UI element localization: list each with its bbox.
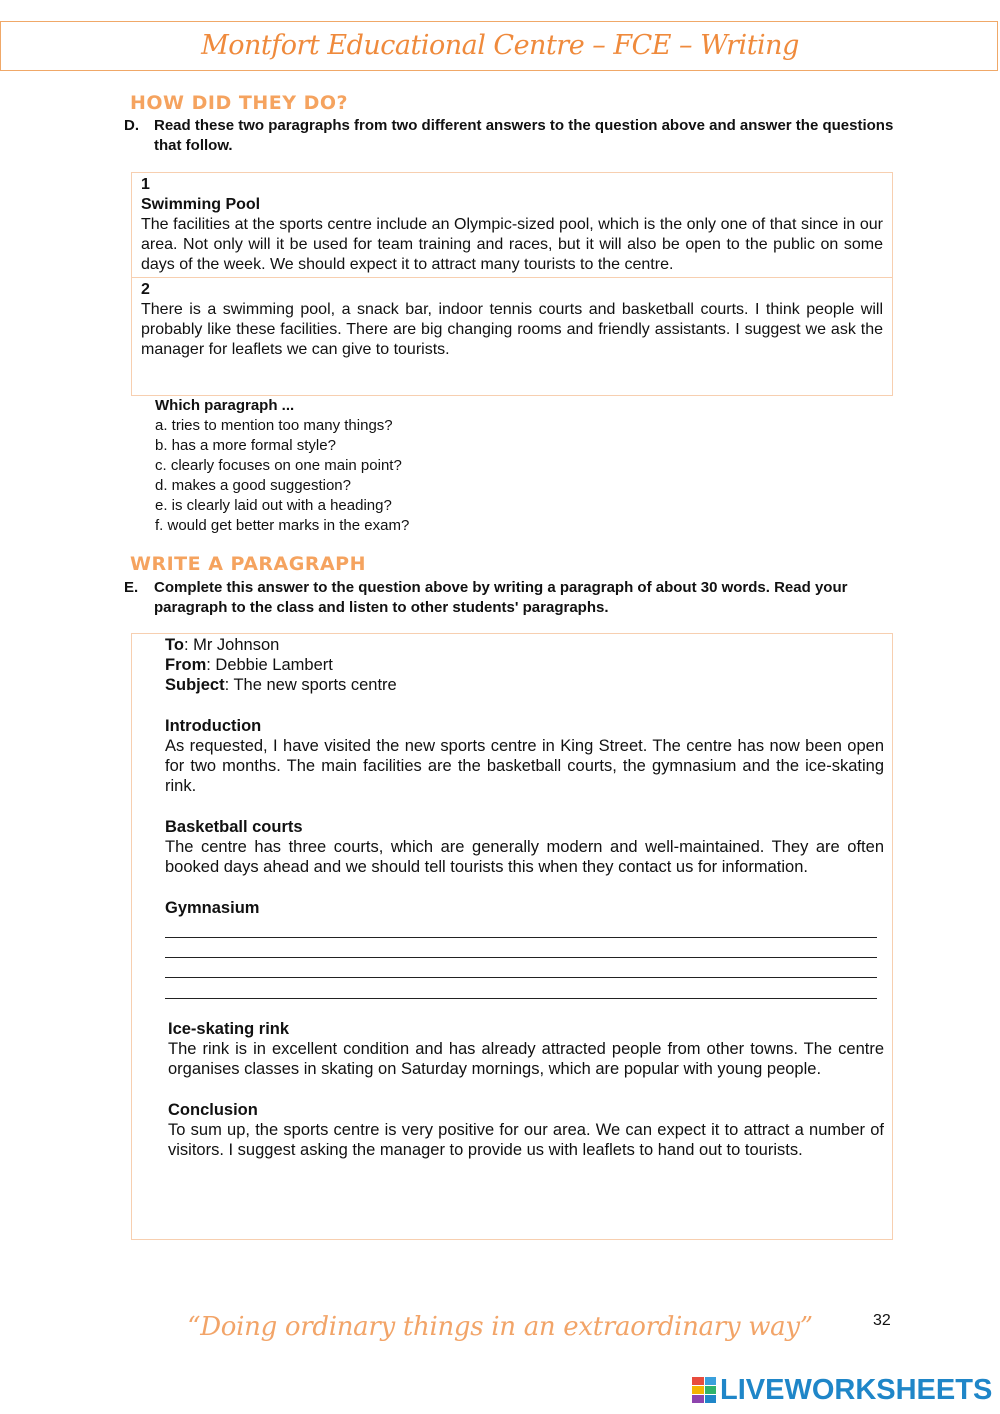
exercise-letter-d: D. [124, 117, 139, 134]
memo-from-value: : Debbie Lambert [206, 656, 333, 675]
paragraph-1-heading: Swimming Pool [141, 196, 261, 213]
conclusion-text: To sum up, the sports centre is very positive for our area. We can expect it to attract a number of visitors. I suggest asking the manager to provide us with leaflets to hand out to tourists. [168, 1120, 884, 1159]
memo-ice-skating [168, 1019, 884, 1080]
ice-skating-text: The rink is in excellent condition and has already attracted people from other towns. The centre organises classes in skating on Saturday mornings, which are popular with young people. [168, 1039, 884, 1079]
ice-skating-heading: Ice-skating rink [168, 1019, 290, 1038]
memo-from [165, 655, 884, 675]
memo-to [165, 635, 884, 655]
section-title-how-did-they-do: HOW DID THEY DO? [130, 92, 349, 114]
liveworksheets-brand: LIVEWORKSHEETS [720, 1373, 993, 1406]
paragraph-1 [132, 173, 892, 277]
question-item: d. makes a good suggestion? [155, 477, 351, 494]
memo-to-label: To [165, 636, 184, 654]
paragraph-2-text: There is a swimming pool, a snack bar, indoor tennis courts and basketball courts. I think people will probably like these facilities. There are big changing rooms and friendly assistants. I suggest we ask the manager for leaflets we can give to tourists. [141, 301, 883, 358]
motto: “Doing ordinary things in an extraordinary way” [187, 1312, 813, 1342]
paragraphs-box [131, 172, 893, 396]
conclusion-heading: Conclusion [168, 1100, 258, 1119]
memo-to-value: : Mr Johnson [183, 636, 280, 654]
question-item: a. tries to mention too many things? [155, 417, 393, 434]
introduction-text: As requested, I have visited the new sports centre in King Street. The centre has now been open for two months. The main facilities are the basketball courts, the gymnasium and the ice-skating rink. [165, 737, 884, 796]
instruction-e [124, 578, 894, 618]
memo-subject [165, 675, 884, 695]
answer-line[interactable] [165, 958, 877, 978]
question-item: b. has a more formal style? [155, 437, 336, 454]
instruction-d [124, 116, 894, 156]
answer-line[interactable] [165, 918, 877, 938]
gymnasium-heading: Gymnasium [165, 898, 260, 917]
liveworksheets-logo[interactable] [692, 1374, 992, 1406]
question-item: f. would get better marks in the exam? [155, 517, 410, 534]
instruction-d-text: Read these two paragraphs from two different answers to the question above and answer the questions that follow. [154, 117, 894, 154]
memo-box [131, 633, 893, 1240]
paragraph-1-text: The facilities at the sports centre include an Olympic-sized pool, which is the only one of that since in our area. Not only will it be used for team training and races, but it will also be open to the public on some days of the week. We should expect it to attract many tourists to the centre. [141, 216, 883, 273]
memo-from-label: From [165, 656, 207, 675]
question-item: c. clearly focuses on one main point? [155, 457, 402, 474]
answer-line[interactable] [165, 938, 877, 958]
paragraph-1-number: 1 [141, 176, 150, 193]
page-number: 32 [873, 1312, 891, 1329]
basketball-heading: Basketball courts [165, 817, 303, 836]
instruction-e-text: Complete this answer to the question above by writing a paragraph of about 30 words. Read your paragraph to the class and listen to other students' paragraphs. [154, 579, 848, 616]
memo-conclusion [168, 1100, 884, 1161]
memo-gymnasium [165, 898, 884, 999]
questions-heading: Which paragraph ... [155, 397, 295, 414]
gymnasium-answer-area[interactable] [165, 918, 884, 999]
memo-subject-label: Subject [165, 676, 225, 695]
questions-list [155, 396, 409, 536]
memo-basketball [165, 817, 884, 878]
memo-content [165, 635, 884, 1160]
section-title-write-a-paragraph: WRITE A PARAGRAPH [130, 553, 367, 575]
answer-line[interactable] [165, 978, 877, 998]
paragraph-2 [132, 278, 892, 362]
question-item: e. is clearly laid out with a heading? [155, 497, 392, 514]
exercise-letter-e: E. [124, 579, 139, 596]
introduction-heading: Introduction [165, 716, 262, 735]
liveworksheets-icon [692, 1377, 716, 1403]
memo-subject-value: : The new sports centre [224, 676, 397, 695]
page-title: Montfort Educational Centre – FCE – Writing [201, 30, 799, 61]
basketball-text: The centre has three courts, which are generally modern and well-maintained. They are often booked days ahead and we should tell tourists this when they contact us for information. [165, 838, 884, 877]
memo-introduction [165, 716, 884, 797]
paragraph-2-number: 2 [141, 281, 150, 298]
